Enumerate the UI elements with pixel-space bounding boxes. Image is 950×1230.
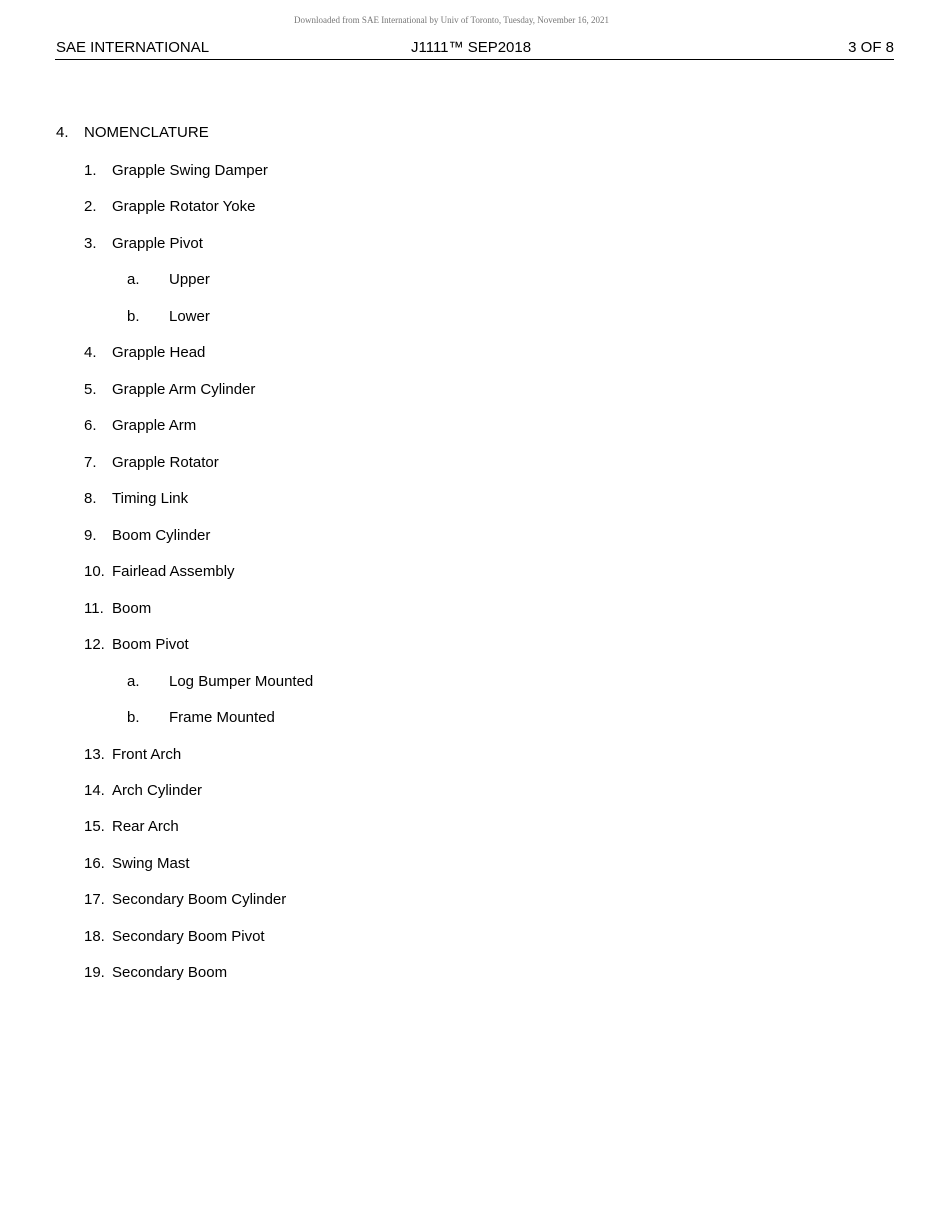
item-letter: a. <box>127 673 140 690</box>
section-number: 4. <box>56 124 69 141</box>
item-number: 7. <box>84 454 97 471</box>
section-title: NOMENCLATURE <box>84 124 209 141</box>
item-number: 16. <box>84 855 105 872</box>
item-text: Boom Cylinder <box>112 527 211 544</box>
item-number: 11. <box>84 600 104 617</box>
section-heading <box>56 124 209 141</box>
item-number: 12. <box>84 636 105 653</box>
item-text: Arch Cylinder <box>112 782 203 799</box>
item-number: 9. <box>84 527 97 544</box>
item-text: Upper <box>169 271 210 288</box>
item-letter: a. <box>127 271 140 288</box>
item-text: Grapple Swing Damper <box>112 162 268 179</box>
item-text: Grapple Rotator Yoke <box>112 198 256 215</box>
download-watermark: Downloaded from SAE International by Univ of Toronto, Tuesday, November 16, 2021 <box>293 15 610 25</box>
item-number: 14. <box>84 782 105 799</box>
item-number: 6. <box>84 417 97 434</box>
item-text: Front Arch <box>112 746 182 763</box>
item-text: Swing Mast <box>112 855 190 872</box>
item-text: Frame Mounted <box>169 709 275 726</box>
item-number: 2. <box>84 198 97 215</box>
item-text: Grapple Arm Cylinder <box>112 381 256 398</box>
item-text: Fairlead Assembly <box>112 563 235 580</box>
item-letter: b. <box>127 308 140 325</box>
item-number: 18. <box>84 928 105 945</box>
item-text: Secondary Boom Cylinder <box>112 891 287 908</box>
item-number: 4. <box>84 344 97 361</box>
item-number: 15. <box>84 818 105 835</box>
item-number: 3. <box>84 235 97 252</box>
item-number: 8. <box>84 490 97 507</box>
item-number: 10. <box>84 563 105 580</box>
item-text: Log Bumper Mounted <box>169 673 314 690</box>
item-number: 17. <box>84 891 105 908</box>
item-letter: b. <box>127 709 140 726</box>
page-number: 3 OF 8 <box>848 39 894 56</box>
item-number: 19. <box>84 964 105 981</box>
document-id: J1111™ SEP2018 <box>411 39 532 56</box>
item-text: Grapple Head <box>112 344 206 361</box>
item-text: Grapple Rotator <box>112 454 219 471</box>
item-text: Boom Pivot <box>112 636 189 653</box>
item-text: Grapple Pivot <box>112 235 203 252</box>
item-text: Secondary Boom <box>112 964 228 981</box>
item-text: Grapple Arm <box>112 417 197 434</box>
item-number: 5. <box>84 381 97 398</box>
item-number: 1. <box>84 162 97 179</box>
page-header <box>55 38 894 60</box>
item-number: 13. <box>84 746 105 763</box>
item-text: Timing Link <box>112 490 189 507</box>
item-text: Lower <box>169 308 210 325</box>
item-text: Rear Arch <box>112 818 179 835</box>
publisher-name: SAE INTERNATIONAL <box>56 39 210 56</box>
item-text: Boom <box>112 600 152 617</box>
item-text: Secondary Boom Pivot <box>112 928 265 945</box>
